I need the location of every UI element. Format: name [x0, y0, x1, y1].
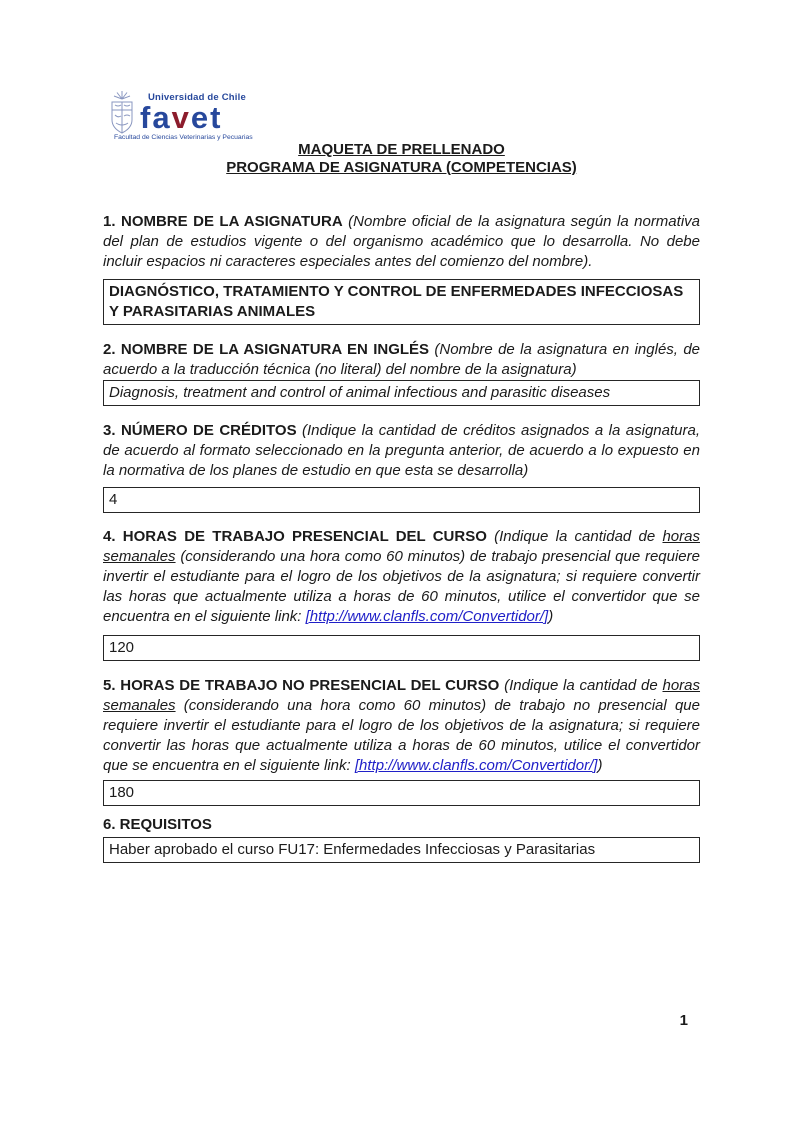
section-4-heading [103, 527, 700, 627]
section-3-label: 3. NÚMERO DE CRÉDITOS [103, 422, 297, 439]
section-2-description: (Nombre de la asignatura en inglés, de acuerdo a la traducción técnica (no literal) del nombre de la asignatura) [103, 341, 700, 378]
section-6-answer-box: Haber aprobado el curso FU17: Enfermedades Infecciosas y Parasitarias [103, 837, 700, 863]
section-4-underlined-phrase: horas semanales [103, 528, 700, 565]
section-1-answer-box: DIAGNÓSTICO, TRATAMIENTO Y CONTROL DE ENFERMEDADES INFECCIOSAS Y PARASITARIAS ANIMALES [103, 279, 700, 325]
section-6-heading [103, 815, 700, 835]
section-2-heading [103, 340, 700, 380]
section-5-description-pre: (Indique la cantidad de [499, 677, 663, 694]
logo-favet-v: v [171, 100, 191, 135]
logo-favet-fa: fa [140, 100, 172, 135]
section-5-answer-box: 180 [103, 780, 700, 806]
section-5-label: 5. HORAS DE TRABAJO NO PRESENCIAL DEL CURSO [103, 677, 500, 694]
section-3-heading [103, 421, 700, 481]
section-4-description-mid: (considerando una hora como 60 minutos) de trabajo presencial que requiere invertir el estudiante para el logro de los objetivos de la asignatura; si requiere convertir las horas que actualmente utiliza a horas de 60 minutos, utilice el convertidor que se encuentra en el siguiente link: [103, 548, 700, 625]
section-2-label: 2. NOMBRE DE LA ASIGNATURA EN INGLÉS [103, 341, 430, 358]
document-title [103, 141, 700, 177]
document-title-line1: MAQUETA DE PRELLENADO [298, 141, 505, 158]
section-2-answer-box: Diagnosis, treatment and control of animal infectious and parasitic diseases [103, 380, 700, 406]
page-number: 1 [679, 1012, 688, 1029]
logo-university-text: Universidad de Chile [148, 92, 246, 103]
favet-logo [107, 88, 257, 141]
section-5-heading [103, 676, 700, 776]
section-6-label: 6. REQUISITOS [103, 816, 212, 833]
section-1-label: 1. NOMBRE DE LA ASIGNATURA [103, 213, 343, 230]
convertidor-link[interactable]: [http://www.clanfls.com/Convertidor/] [305, 608, 549, 625]
section-5-description-post: ) [597, 757, 603, 774]
section-3-answer-box: 4 [103, 487, 700, 513]
section-5-description-mid: (considerando una hora como 60 minutos) de trabajo no presencial que requiere invertir el estudiante para el logro de los objetivos de la asignatura; si requiere convertir las horas que actualmente utiliza a horas de 60 minutos, utilice el convertidor que se encuentra en el siguiente link: [103, 697, 700, 774]
section-4-answer-box: 120 [103, 635, 700, 661]
section-4-label: 4. HORAS DE TRABAJO PRESENCIAL DEL CURSO [103, 528, 487, 545]
document-title-line2: PROGRAMA DE ASIGNATURA (COMPETENCIAS) [226, 159, 577, 176]
section-5-underlined-phrase: horas semanales [103, 677, 701, 714]
section-1-description: (Nombre oficial de la asignatura según la normativa del plan de estudios vigente o del organismo académico que lo desarrolla. No debe incluir espacios ni caracteres especiales antes del comienzo del nombre). [103, 213, 700, 270]
logo-favet-et: et [190, 100, 223, 135]
section-4-description-post: ) [548, 608, 554, 625]
section-4-description-pre: (Indique la cantidad de [486, 528, 663, 545]
section-3-description: (Indique la cantidad de créditos asignados a la asignatura, de acuerdo al formato seleccionado en la pregunta anterior, de acuerdo a lo expuesto en la normativa de los planes de estudio en que esta se desarrolla) [103, 422, 700, 479]
logo-favet-wordmark [140, 100, 253, 135]
logo-faculty-text: Facultad de Ciencias Veterinarias y Pecuarias [114, 134, 253, 141]
convertidor-link[interactable]: [http://www.clanfls.com/Convertidor/] [354, 757, 598, 774]
section-1-heading [103, 212, 700, 272]
